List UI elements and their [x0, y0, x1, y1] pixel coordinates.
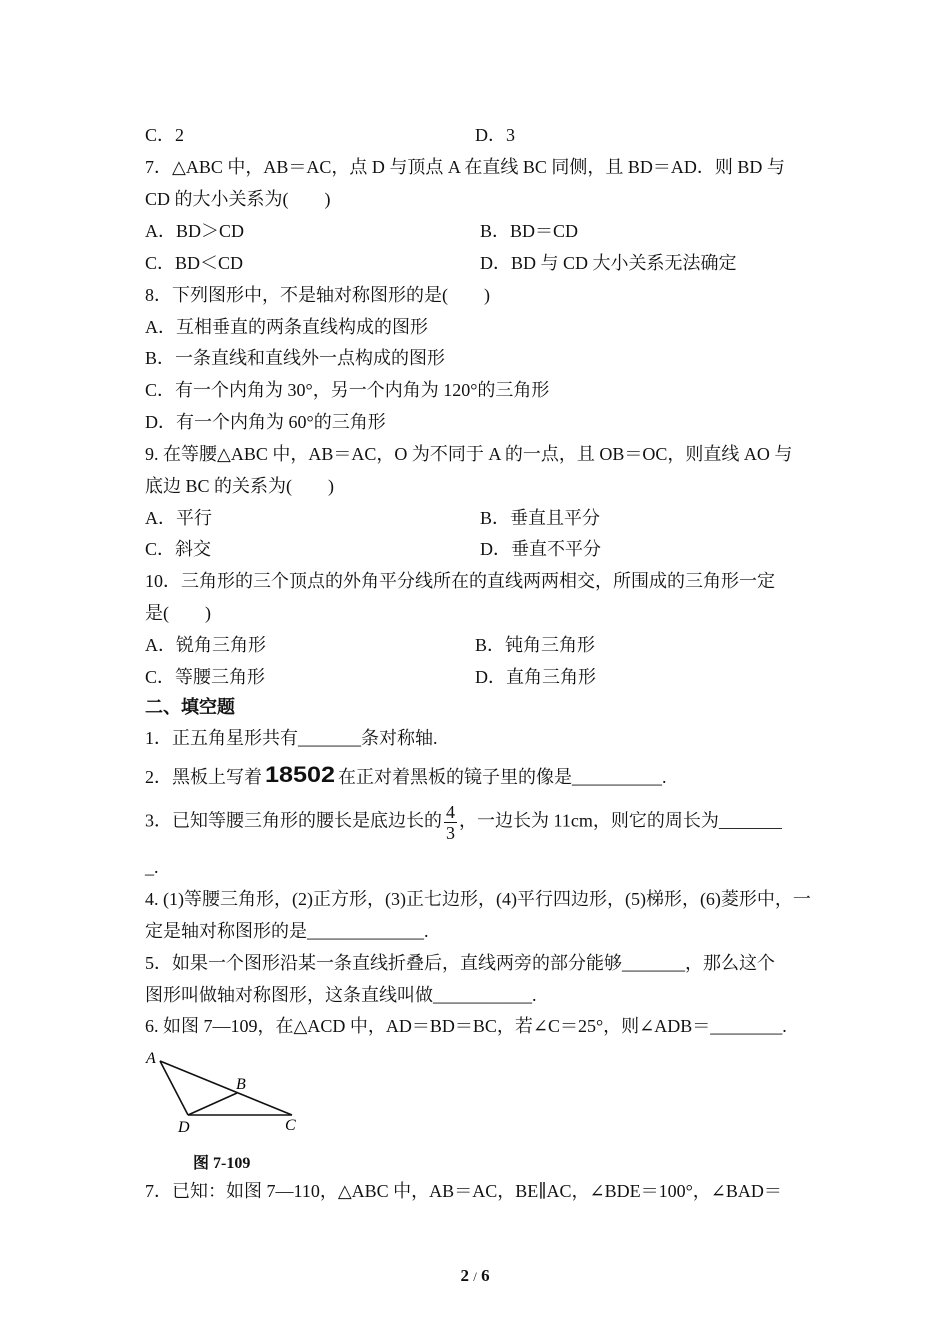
question-9-option-d: D．垂直不平分 [480, 539, 601, 559]
fill-question-7: 7．已知：如图 7—110，△ABC 中，AB＝AC，BE∥AC，∠BDE＝100°，∠BAD＝ [145, 1181, 782, 1201]
figure-caption: 图 7-109 [193, 1155, 251, 1172]
page-number [0, 1266, 950, 1286]
question-9-option-c: C．斜交 [145, 539, 212, 559]
label-a: A [146, 1050, 156, 1067]
fill-question-2 [145, 763, 667, 788]
question-10-option-a: A．锐角三角形 [145, 635, 266, 655]
fill-question-3 [145, 802, 782, 843]
section-title: 二、填空题 [145, 697, 235, 717]
fill-question-1: 1．正五角星形共有_______条对称轴. [145, 728, 438, 748]
fraction-numerator: 4 [446, 802, 455, 822]
fraction-denominator: 3 [446, 823, 455, 843]
question-7-option-d: D．BD 与 CD 大小关系无法确定 [480, 253, 737, 273]
fill-question-5-line2: 图形叫做轴对称图形，这条直线叫做___________. [145, 985, 537, 1005]
question-9-option-b: B．垂直且平分 [480, 508, 601, 528]
question-10-option-d: D．直角三角形 [475, 667, 596, 687]
fill-question-6: 6. 如图 7—109，在△ACD 中，AD＝BD＝BC，若∠C＝25°，则∠ADB＝________. [145, 1016, 787, 1036]
fill-question-3-cont: _. [145, 857, 159, 877]
question-8-option-c: C．有一个内角为 30°，另一个内角为 120°的三角形 [145, 380, 550, 400]
fill-question-3-before: 3．已知等腰三角形的腰长是底边长的 [145, 810, 442, 831]
page-total: 6 [481, 1266, 490, 1285]
page-current: 2 [460, 1266, 469, 1285]
question-9-line1: 9. 在等腰△ABC 中，AB＝AC，O 为不同于 A 的一点，且 OB＝OC，则直线 AO 与 [145, 444, 793, 464]
fill-question-4-line2: 定是轴对称图形的是_____________. [145, 921, 429, 941]
fill-question-2-after: 在正对着黑板的镜子里的像是__________. [338, 767, 667, 787]
fraction [444, 802, 457, 843]
fill-question-5-line1: 5．如果一个图形沿某一条直线折叠后，直线两旁的部分能够_______，那么这个 [145, 953, 775, 973]
question-8-option-d: D．有一个内角为 60°的三角形 [145, 412, 386, 432]
segment-ac [160, 1061, 292, 1115]
label-d: D [178, 1119, 190, 1136]
question-7-option-a: A．BD＞CD [145, 221, 245, 241]
question-10-line2: 是( ) [145, 603, 211, 623]
question-8-stem: 8．下列图形中，不是轴对称图形的是( ) [145, 285, 490, 305]
question-10-line1: 10．三角形的三个顶点的外角平分线所在的直线两两相交，所围成的三角形一定 [145, 571, 775, 591]
question-10-option-b: B．钝角三角形 [475, 635, 596, 655]
question-7-line2: CD 的大小关系为( ) [145, 189, 331, 209]
segment-ad [160, 1061, 188, 1115]
question-7-line1: 7．△ABC 中，AB＝AC，点 D 与顶点 A 在直线 BC 同侧，且 BD＝AD．则 BD 与 [145, 157, 785, 177]
question-7-option-b: B．BD＝CD [480, 221, 579, 241]
page-separator: / [473, 1269, 477, 1284]
question-7-option-c: C．BD＜CD [145, 253, 244, 273]
lcd-number-image [264, 763, 336, 785]
question-9-option-a: A．平行 [145, 508, 212, 528]
label-b: B [236, 1076, 246, 1093]
label-c: C [285, 1117, 296, 1134]
question-8-option-b: B．一条直线和直线外一点构成的图形 [145, 348, 446, 368]
fill-question-4-line1: 4. (1)等腰三角形，(2)正方形，(3)正七边形，(4)平行四边形，(5)梯形，(6)菱形中，一 [145, 889, 811, 909]
fill-question-3-after: ，一边长为 11cm，则它的周长为_______ [459, 810, 782, 831]
question-10-option-c: C．等腰三角形 [145, 667, 266, 687]
triangle-figure [140, 1045, 310, 1140]
lcd-digits: 18502 [265, 763, 335, 785]
option-c: C．2 [145, 125, 185, 145]
question-8-option-a: A．互相垂直的两条直线构成的图形 [145, 317, 428, 337]
segment-db [188, 1093, 237, 1115]
option-d: D．3 [475, 125, 515, 145]
fill-question-2-before: 2．黑板上写着 [145, 767, 262, 787]
question-9-line2: 底边 BC 的关系为( ) [145, 476, 334, 496]
